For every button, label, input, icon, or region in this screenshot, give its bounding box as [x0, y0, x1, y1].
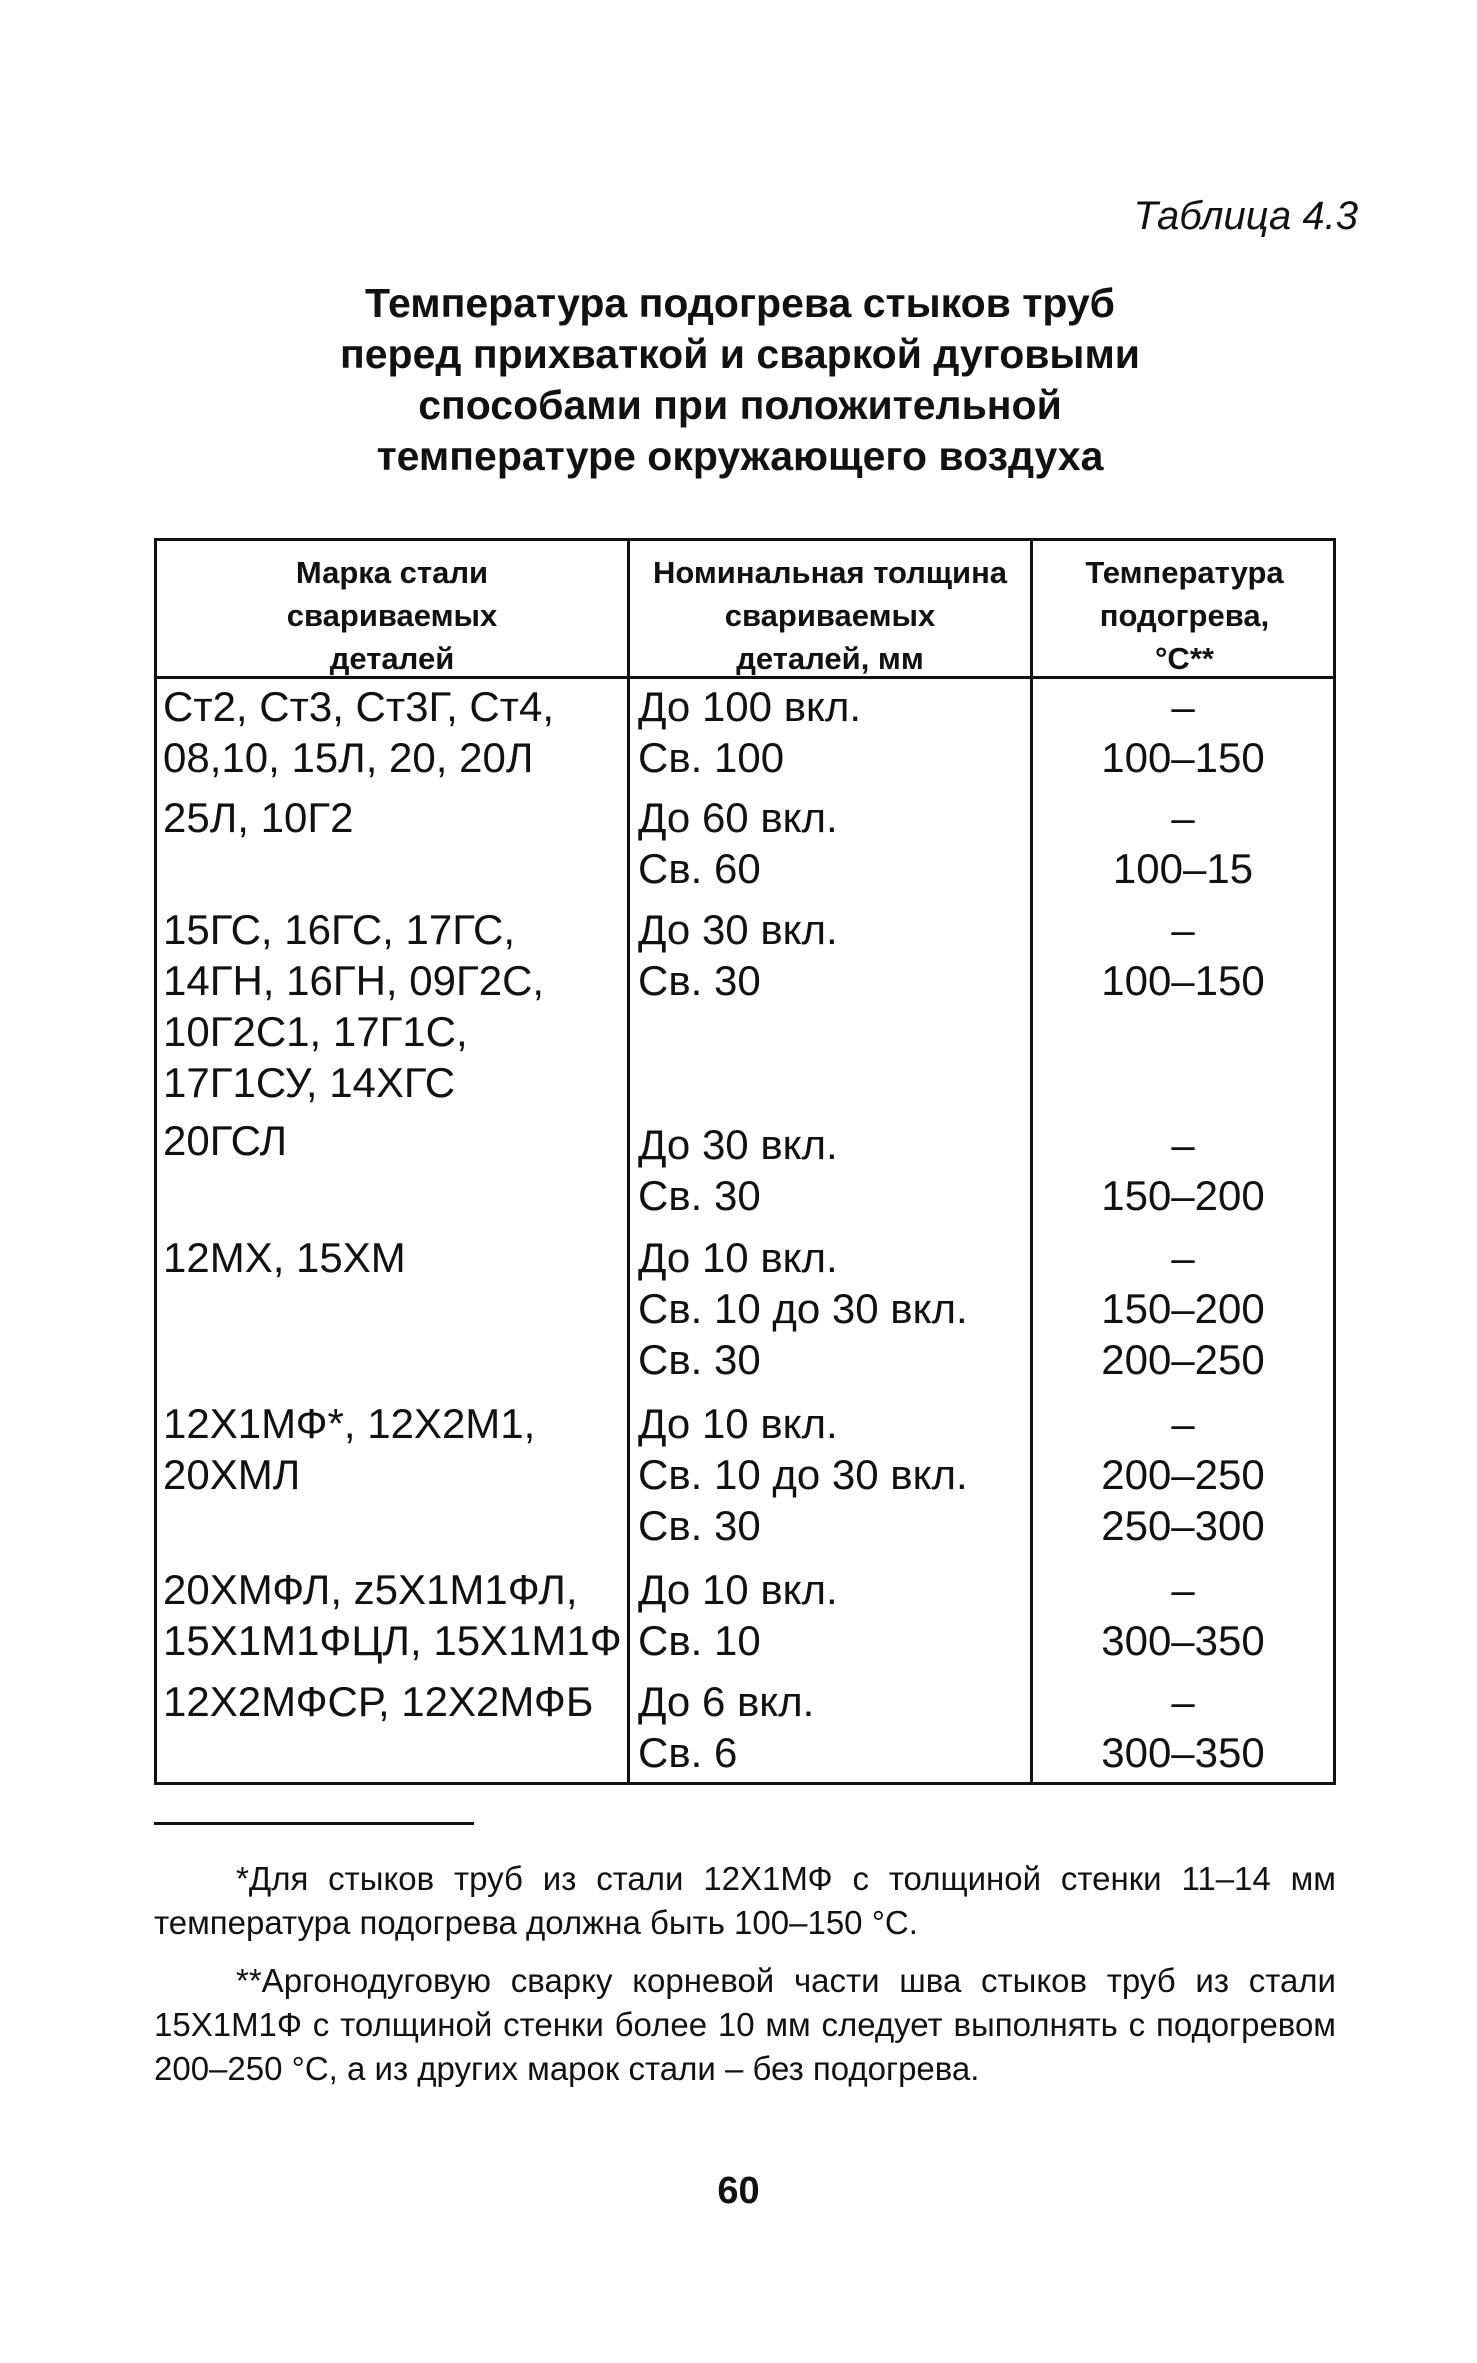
thickness-line: До 100 вкл. [638, 683, 862, 730]
title-line: способами при положительной [418, 382, 1062, 428]
temperature-line: 100–150 [1101, 957, 1265, 1004]
grade-line: 12МХ, 15ХМ [163, 1234, 406, 1281]
table-row-temperature [1033, 681, 1333, 783]
temperature-line: 150–200 [1101, 1172, 1265, 1219]
temperature-line: 250–300 [1101, 1502, 1265, 1549]
table-row-grade [163, 1398, 535, 1500]
header-thickness [630, 541, 1030, 679]
thickness-line: Св. 10 до 30 вкл. [638, 1451, 968, 1498]
table-row-thickness [638, 1232, 968, 1385]
header-line: °C** [1155, 641, 1214, 676]
table-row-temperature [1033, 792, 1333, 894]
grade-line: 15ГС, 16ГС, 17ГС, [163, 906, 516, 953]
table-row-grade [163, 1115, 287, 1166]
table-row-grade [163, 681, 554, 783]
title-line: температуре окружающего воздуха [376, 433, 1104, 479]
grade-line: 15Х1М1ФЦЛ, 15Х1М1Ф [163, 1617, 622, 1664]
thickness-line: До 30 вкл. [638, 906, 838, 953]
table-row-grade [163, 792, 353, 843]
table-row-temperature [1033, 1564, 1333, 1666]
table-title [260, 278, 1220, 482]
table-row-grade [163, 1232, 406, 1283]
temperature-line: – [1171, 794, 1195, 841]
header-line: подогрева, [1099, 598, 1270, 633]
grade-line: 20ХМЛ [163, 1451, 301, 1498]
grade-line: 20ГСЛ [163, 1117, 288, 1164]
table-row-thickness [638, 1564, 838, 1666]
thickness-line: Св. 60 [638, 845, 761, 892]
thickness-line: До 30 вкл. [638, 1121, 838, 1168]
table-row-grade [163, 904, 544, 1108]
thickness-line: Св. 30 [638, 1502, 761, 1549]
table-row-temperature [1033, 1232, 1333, 1385]
grade-line: Ст2, Ст3, Ст3Г, Ст4, [163, 683, 555, 730]
table-row-temperature [1033, 1398, 1333, 1551]
temperature-line: 300–350 [1101, 1729, 1265, 1776]
header-line: свариваемых [286, 598, 498, 633]
table-row-thickness [638, 792, 838, 894]
thickness-line: Св. 30 [638, 957, 761, 1004]
table-row-thickness [638, 904, 838, 1006]
temperature-line: – [1171, 683, 1195, 730]
header-line: свариваемых [724, 598, 936, 633]
grade-line: 14ГН, 16ГН, 09Г2С, [163, 957, 545, 1004]
thickness-line: Св. 6 [638, 1729, 738, 1776]
title-line: перед прихваткой и сваркой дуговыми [339, 331, 1140, 377]
table-row-temperature [1033, 904, 1333, 1006]
table-number-label: Таблица 4.3 [1133, 194, 1358, 238]
title-line: Температура подогрева стыков труб [365, 280, 1115, 326]
temperature-line: 300–350 [1101, 1617, 1265, 1664]
temperature-line: 150–200 [1101, 1285, 1265, 1332]
table-row-grade [163, 1676, 593, 1727]
table-row-thickness [638, 1398, 968, 1551]
temperature-line: – [1171, 1566, 1195, 1613]
header-line: деталей [329, 641, 455, 676]
header-line: Марка стали [295, 555, 489, 590]
table-row-grade [163, 1564, 622, 1666]
temperature-line: – [1171, 1121, 1195, 1168]
header-line: Номинальная толщина [652, 555, 1008, 590]
grade-line: 17Г1СУ, 14ХГС [163, 1059, 456, 1106]
grade-line: 20ХМФЛ, z5Х1М1ФЛ, [163, 1566, 578, 1613]
thickness-line: До 60 вкл. [638, 794, 838, 841]
grade-line: 12Х1МФ*, 12Х2М1, [163, 1400, 536, 1447]
footnote-separator [154, 1822, 474, 1825]
table-row-temperature [1033, 1676, 1333, 1778]
page-number: 60 [717, 2170, 760, 2212]
grade-line: 10Г2С1, 17Г1С, [163, 1008, 468, 1055]
header-temperature [1033, 541, 1336, 679]
thickness-line: До 10 вкл. [638, 1566, 838, 1613]
thickness-line: Св. 30 [638, 1336, 761, 1383]
thickness-line: Св. 10 до 30 вкл. [638, 1285, 968, 1332]
temperature-line: 200–250 [1101, 1336, 1265, 1383]
grade-line: 25Л, 10Г2 [163, 794, 354, 841]
table-row-thickness [638, 1119, 838, 1221]
thickness-line: До 10 вкл. [638, 1400, 838, 1447]
header-line: деталей, мм [736, 641, 924, 676]
table-row-thickness [638, 681, 861, 783]
table-row-thickness [638, 1676, 814, 1778]
footnotes [154, 1857, 1336, 2105]
temperature-line: – [1171, 1400, 1195, 1447]
thickness-line: Св. 10 [638, 1617, 761, 1664]
temperature-line: 200–250 [1101, 1451, 1265, 1498]
table-row-temperature [1033, 1119, 1333, 1221]
column-divider [627, 541, 630, 1782]
preheat-table [154, 538, 1336, 1785]
temperature-line: 100–15 [1112, 845, 1254, 892]
thickness-line: Св. 100 [638, 734, 785, 781]
thickness-line: Св. 30 [638, 1172, 761, 1219]
grade-line: 08,10, 15Л, 20, 20Л [163, 734, 534, 781]
temperature-line: – [1171, 1234, 1195, 1281]
temperature-line: – [1171, 1678, 1195, 1725]
footnote: **Аргонодуговую сварку корневой части шва стыков труб из стали 15Х1М1Ф с толщиной стенки более 10 мм следует выполнять с подогревом 200–250 °С, а из других марок стали – без подогрева. [154, 1962, 1336, 2087]
temperature-line: 100–150 [1101, 734, 1265, 781]
temperature-line: – [1171, 906, 1195, 953]
grade-line: 12Х2МФСР, 12Х2МФБ [163, 1678, 594, 1725]
footnote: *Для стыков труб из стали 12Х1МФ с толщиной стенки 11–14 мм температура подогрева должна быть 100–150 °С. [154, 1860, 1336, 1941]
header-line: Температура [1085, 555, 1284, 590]
thickness-line: До 10 вкл. [638, 1234, 838, 1281]
header-steel-grade [157, 541, 627, 679]
thickness-line: До 6 вкл. [638, 1678, 815, 1725]
